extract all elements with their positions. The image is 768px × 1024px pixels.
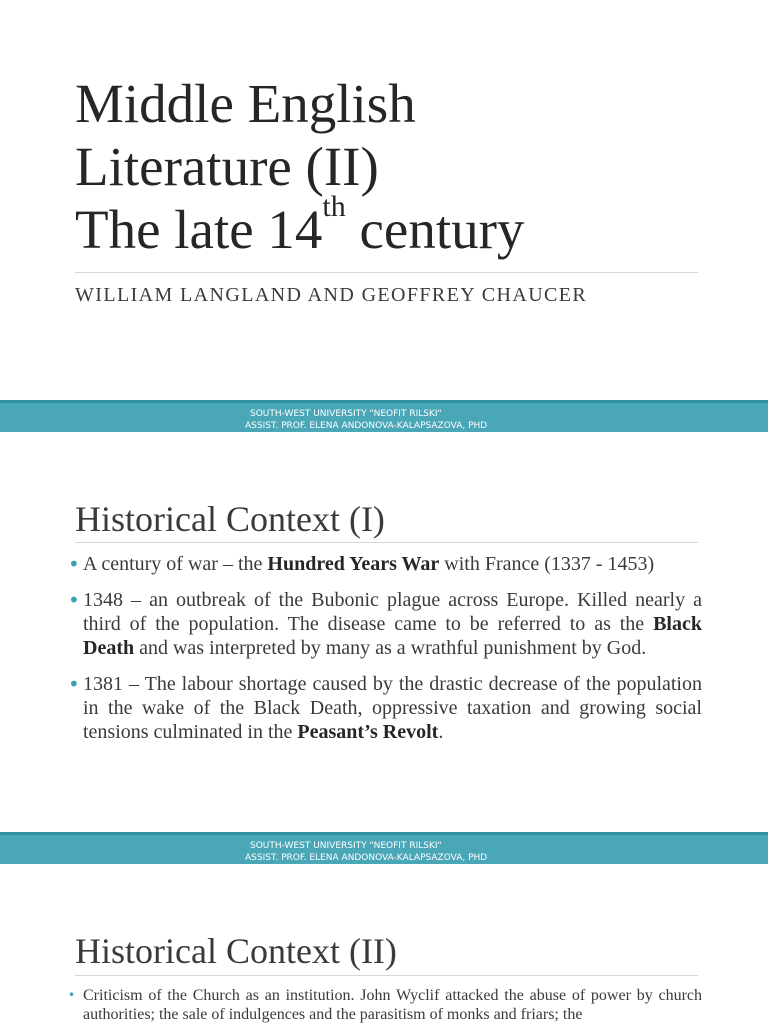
title-line-3 bbox=[75, 190, 715, 261]
footer-band bbox=[0, 832, 768, 864]
slide-heading: Historical Context (I) bbox=[75, 499, 385, 539]
footer-band bbox=[0, 400, 768, 432]
bullet-dot-icon: • bbox=[68, 588, 80, 612]
title-superscript: th bbox=[322, 190, 346, 223]
title-divider bbox=[75, 272, 698, 273]
list-item: • 1381 – The labour shortage caused by the drastic decrease of the population in the wake of the Black Death, oppressive taxation and growing social tensions culminated in the Peasant’s Revolt. bbox=[68, 672, 702, 743]
slide-subtitle: WILLIAM LANGLAND AND GEOFFREY CHAUCER bbox=[75, 284, 588, 306]
title-line-3-end: century bbox=[345, 199, 525, 260]
title-line-1: Middle English bbox=[75, 73, 416, 134]
bullet-dot-icon: • bbox=[68, 672, 80, 696]
list-item: • Criticism of the Church as an institution. John Wyclif attacked the abuse of power by church authorities; the sale of indulgences and the parasitism of monks and friars; the bbox=[68, 987, 702, 1023]
footer-university: SOUTH-WEST UNIVERSITY "NEOFIT RILSKI" bbox=[250, 841, 442, 851]
slide-heading: Historical Context (II) bbox=[75, 931, 397, 971]
footer-author: ASSIST. PROF. ELENA ANDONOVA-KALAPSAZOVA, PHD bbox=[245, 853, 488, 863]
bullet-dot-icon: • bbox=[68, 988, 76, 1002]
footer-author: ASSIST. PROF. ELENA ANDONOVA-KALAPSAZOVA, PHD bbox=[245, 421, 488, 431]
heading-divider bbox=[75, 975, 698, 976]
title-line-2: Literature (II) bbox=[75, 136, 379, 197]
slide-title bbox=[75, 72, 715, 261]
list-item: • A century of war – the Hundred Years War with France (1337 - 1453) bbox=[68, 552, 655, 576]
bullet-list bbox=[68, 986, 702, 1024]
list-item: • 1348 – an outbreak of the Bubonic plague across Europe. Killed nearly a third of the population. The disease came to be referred to as the Black Death and was interpreted by many as a wrathful punishment by God. bbox=[68, 588, 702, 659]
heading-divider bbox=[75, 542, 698, 543]
title-slide bbox=[0, 0, 768, 400]
footer-university: SOUTH-WEST UNIVERSITY "NEOFIT RILSKI" bbox=[250, 409, 442, 419]
title-line-3-text: The late 14 bbox=[75, 199, 323, 260]
bullet-list bbox=[68, 552, 702, 744]
bullet-dot-icon: • bbox=[68, 552, 80, 576]
